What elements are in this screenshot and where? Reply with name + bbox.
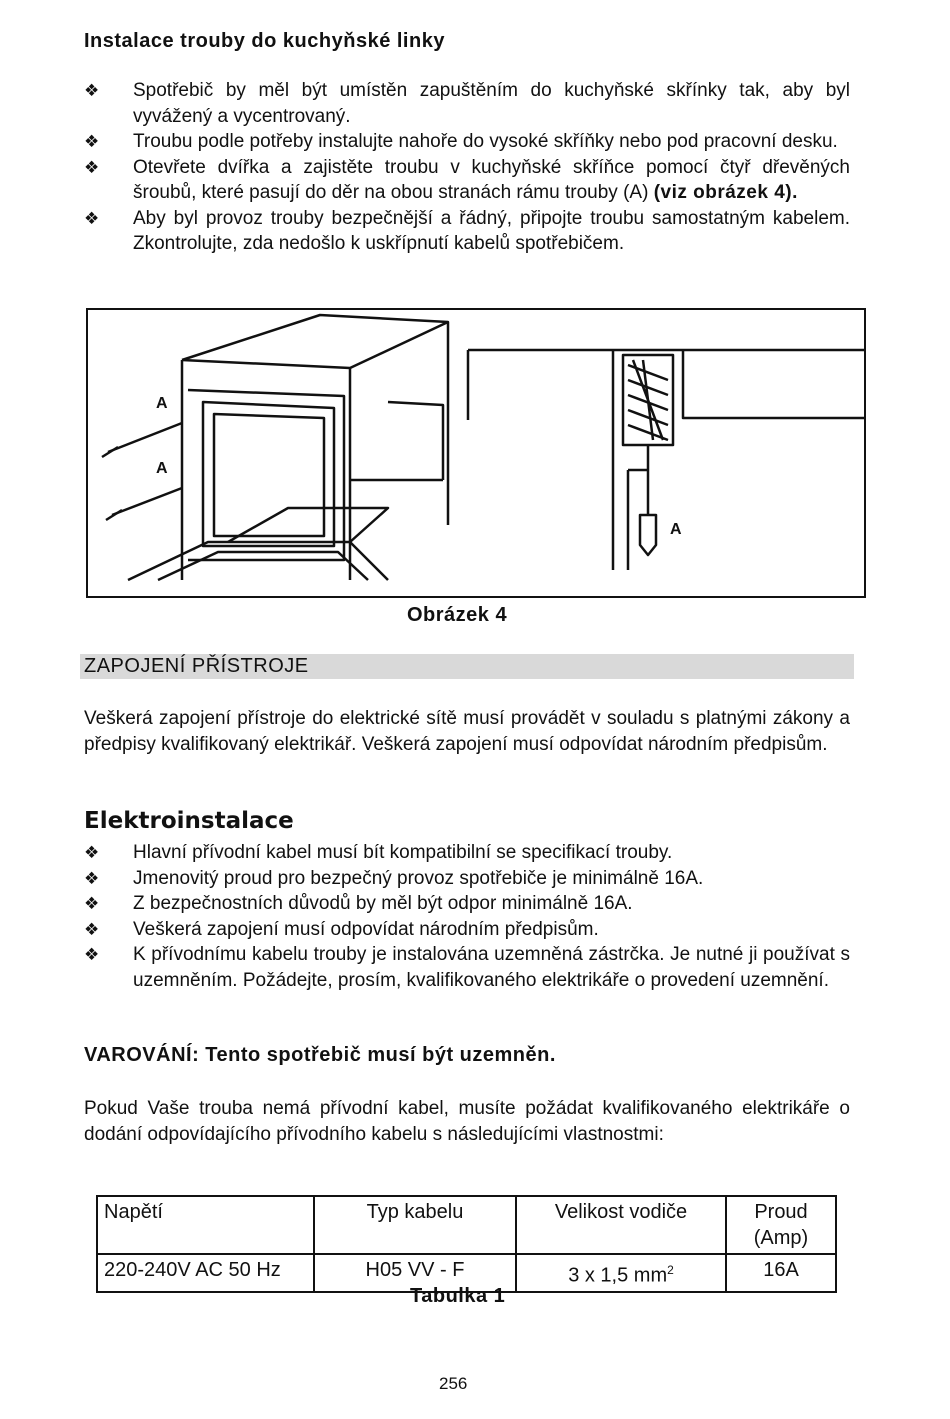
table-header-cell: Velikost vodiče xyxy=(516,1196,726,1254)
table-cell: 220-240V AC 50 Hz xyxy=(97,1254,314,1292)
warning-text: VAROVÁNÍ: Tento spotřebič musí být uzemněn. xyxy=(84,1044,556,1066)
oven-installation-diagram xyxy=(88,310,864,596)
bullet-diamond-icon: ❖ xyxy=(84,157,100,177)
bullet-diamond-icon: ❖ xyxy=(84,894,100,913)
section-title-connection: ZAPOJENÍ PŘÍSTROJE xyxy=(84,655,309,677)
list-item-text: Veškerá zapojení musí odpovídat národním předpisům. xyxy=(133,918,599,940)
list-item xyxy=(84,840,850,866)
table-cell: 16A xyxy=(726,1254,836,1292)
list-item-text: Otevřete dvířka a zajistěte troubu v kuchyňské skříňce pomocí čtyř dřevěných šroubů, které pasují do děr na obou stranách rámu trouby (A) xyxy=(133,156,850,203)
list-item xyxy=(84,891,850,917)
cable-paragraph: Pokud Vaše trouba nemá přívodní kabel, musíte požádat kvalifikovaného elektrikáře o dodání odpovídajícího přívodního kabelu s následujícími vlastnostmi: xyxy=(84,1098,850,1145)
cable-size-value: 3 x 1,5 mm xyxy=(568,1264,668,1287)
bullet-diamond-icon: ❖ xyxy=(84,132,100,151)
page-number: 256 xyxy=(439,1374,468,1393)
list-item xyxy=(84,942,850,993)
bullet-diamond-icon: ❖ xyxy=(84,868,100,888)
figure-caption: Obrázek 4 xyxy=(407,604,508,626)
list-item xyxy=(84,129,850,155)
bullet-diamond-icon: ❖ xyxy=(84,843,100,862)
connection-paragraph: Veškerá zapojení přístroje do elektrické sítě musí provádět v souladu s platnými zákony a předpisy kvalifikovaný elektrikář. Veškerá zapojení musí odpovídat národním předpisům. xyxy=(84,708,850,755)
table-header-row xyxy=(97,1196,836,1254)
installation-bullet-list xyxy=(84,78,850,257)
list-item xyxy=(84,917,850,943)
bullet-diamond-icon: ❖ xyxy=(84,81,100,100)
list-item xyxy=(84,155,850,206)
table-header-cell: Proud (Amp) xyxy=(726,1196,836,1254)
list-item xyxy=(84,78,850,129)
table-cell xyxy=(516,1254,726,1292)
figure-4-frame xyxy=(86,308,866,598)
label-a-right: A xyxy=(670,521,682,538)
section-title-installation: Instalace trouby do kuchyňské linky xyxy=(84,30,445,52)
label-a-upper: A xyxy=(156,395,168,412)
list-item xyxy=(84,206,850,257)
list-item-text: Hlavní přívodní kabel musí bít kompatibilní se specifikací trouby. xyxy=(133,842,673,863)
list-item-text: Z bezpečnostních důvodů by měl být odpor minimálně 16A. xyxy=(133,893,633,914)
list-item-text: Jmenovitý proud pro bezpečný provoz spotřebiče je minimálně 16A. xyxy=(133,867,704,889)
bullet-diamond-icon: ❖ xyxy=(84,945,100,964)
list-item-text: Aby byl provoz trouby bezpečnější a řádný, připojte troubu samostatným kabelem. Zkontrolujte, zda nedošlo k uskřípnutí kabelů spotřebičem. xyxy=(133,207,850,254)
superscript-2: 2 xyxy=(667,1263,674,1277)
label-a-lower: A xyxy=(156,460,168,477)
cable-spec-table xyxy=(96,1195,837,1293)
table-caption: Tabulka 1 xyxy=(410,1285,506,1307)
bullet-diamond-icon: ❖ xyxy=(84,919,100,939)
table-cell: H05 VV - F xyxy=(314,1254,516,1292)
subsection-title-electroinstallation: Elektroinstalace xyxy=(84,808,294,834)
list-item-text: Troubu podle potřeby instalujte nahoře do vysoké skříňky nebo pod pracovní desku. xyxy=(133,131,838,152)
list-item-text: K přívodnímu kabelu trouby je instalována uzemněná zástrčka. Je nutné ji používat s uzemněním. Požádejte, prosím, kvalifikovaného elektrikáře o provedení uzemnění. xyxy=(133,944,850,991)
bullet-diamond-icon: ❖ xyxy=(84,208,100,228)
list-item-text: Spotřebič by měl být umístěn zapuštěním do kuchyňské skřínky tak, aby byl vyvážený a vycentrovaný. xyxy=(133,80,850,127)
table-header-cell: Typ kabelu xyxy=(314,1196,516,1254)
figure-reference: (viz obrázek 4). xyxy=(653,182,798,203)
table-header-cell: Napětí xyxy=(97,1196,314,1254)
list-item xyxy=(84,866,850,892)
electro-bullet-list xyxy=(84,840,850,993)
